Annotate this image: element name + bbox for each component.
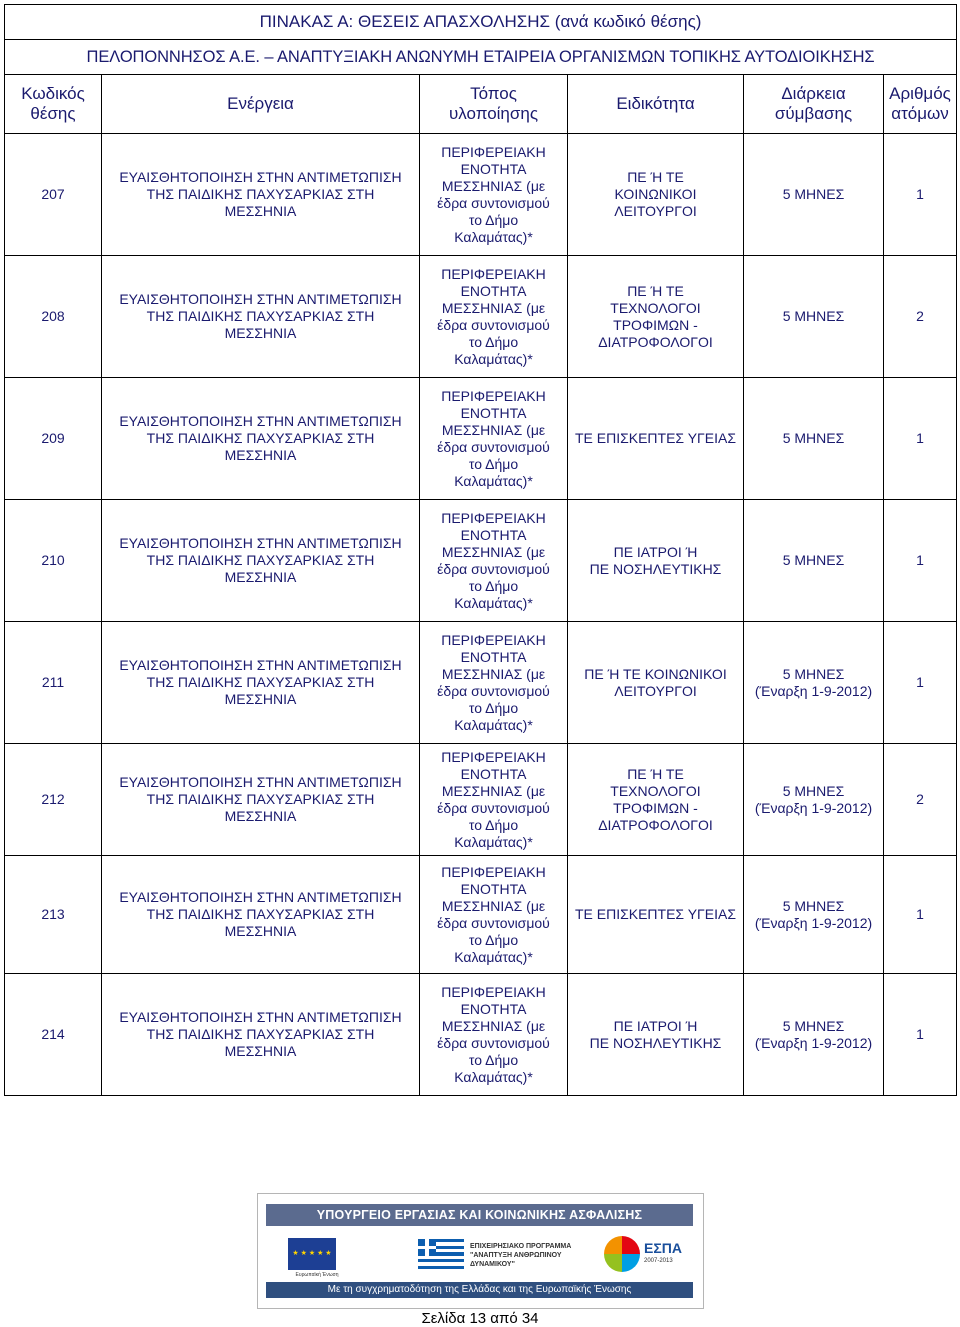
persons-count: 1 [884, 974, 957, 1096]
location-line: έδρα συντονισμού [437, 438, 550, 455]
document-page [4, 4, 956, 1096]
position-code: 209 [5, 378, 102, 500]
action-line: ΜΕΣΣΗΝΙΑ [224, 808, 297, 824]
specialty-cell [568, 500, 744, 622]
location-cell [420, 856, 568, 974]
location-line: ΕΝΟΤΗΤΑ [460, 404, 527, 421]
action-line: ΕΥΑΙΣΘΗΤΟΠΟΙΗΣΗ ΣΤΗΝ ΑΝΤΙΜΕΤΩΠΙΣΗ [119, 169, 402, 185]
duration-line: 5 ΜΗΝΕΣ [782, 308, 845, 324]
action-line: ΤΗΣ ΠΑΙΔΙΚΗΣ ΠΑΧΥΣΑΡΚΙΑΣ ΣΤΗ [146, 1026, 375, 1042]
location-line: έδρα συντονισμού [437, 560, 550, 577]
position-code: 214 [5, 974, 102, 1096]
action-cell [102, 500, 420, 622]
program-label: ΕΠΙΧΕΙΡΗΣΙΑΚΟ ΠΡΟΓΡΑΜΜΑ "ΑΝΑΠΤΥΞΗ ΑΝΘΡΩΠΙΝΟΥ ΔΥΝΑΜΙΚΟΥ" [470, 1243, 572, 1268]
location-line: ΠΕΡΙΦΕΡΕΙΑΚΗ [441, 143, 546, 160]
specialty-line: ΔΙΑΤΡΟΦΟΛΟΓΟΙ [598, 333, 713, 350]
action-line: ΤΗΣ ΠΑΙΔΙΚΗΣ ΠΑΧΥΣΑΡΚΙΑΣ ΣΤΗ [146, 791, 375, 807]
table-row [5, 856, 957, 974]
position-code: 212 [5, 744, 102, 856]
cofunding-text: Με τη συγχρηματοδότηση της Ελλάδας και της Ευρωπαϊκής Ένωσης [266, 1282, 693, 1298]
col-header-code [5, 75, 102, 134]
persons-count: 2 [884, 256, 957, 378]
action-line: ΕΥΑΙΣΘΗΤΟΠΟΙΗΣΗ ΣΤΗΝ ΑΝΤΙΜΕΤΩΠΙΣΗ [119, 291, 402, 307]
specialty-line: ΠΕ ΙΑΤΡΟΙ Ή [613, 543, 698, 560]
location-line: ΕΝΟΤΗΤΑ [460, 880, 527, 897]
action-cell [102, 856, 420, 974]
table-title: ΠΙΝΑΚΑΣ Α: ΘΕΣΕΙΣ ΑΠΑΣΧΟΛΗΣΗΣ (ανά κωδικό θέσης) [5, 5, 957, 40]
location-line: ΕΝΟΤΗΤΑ [460, 648, 527, 665]
duration-cell [744, 378, 884, 500]
greek-flag-icon [418, 1239, 464, 1269]
table-row [5, 378, 957, 500]
location-line: ΜΕΣΣΗΝΙΑΣ (με [441, 177, 546, 194]
organization-name: ΠΕΛΟΠΟΝΝΗΣΟΣ Α.Ε. – ΑΝΑΠΤΥΞΙΑΚΗ ΑΝΩΝΥΜΗ ΕΤΑΙΡΕΙΑ ΟΡΓΑΝΙΣΜΩΝ ΤΟΠΙΚΗΣ ΑΥΤΟΔΙΟΙΚΗΣΗΣ [5, 40, 957, 75]
action-cell [102, 134, 420, 256]
duration-cell [744, 622, 884, 744]
location-line: ΕΝΟΤΗΤΑ [460, 282, 527, 299]
specialty-line: ΤΕΧΝΟΛΟΓΟΙ [610, 299, 701, 316]
location-line: ΕΝΟΤΗΤΑ [460, 765, 527, 782]
action-line: ΤΗΣ ΠΑΙΔΙΚΗΣ ΠΑΧΥΣΑΡΚΙΑΣ ΣΤΗ [146, 186, 375, 202]
specialty-line: ΚΟΙΝΩΝΙΚΟΙ [614, 186, 697, 202]
location-cell [420, 500, 568, 622]
location-cell [420, 256, 568, 378]
location-line: το Δήμο [468, 455, 519, 472]
location-cell [420, 744, 568, 856]
location-line: το Δήμο [468, 211, 519, 228]
location-line: το Δήμο [468, 816, 519, 833]
specialty-line: ΠΕ ΝΟΣΗΛΕΥΤΙΚΗΣ [589, 560, 722, 577]
action-line: ΕΥΑΙΣΘΗΤΟΠΟΙΗΣΗ ΣΤΗΝ ΑΝΤΙΜΕΤΩΠΙΣΗ [119, 774, 402, 790]
location-line: το Δήμο [468, 1051, 519, 1068]
action-line: ΤΗΣ ΠΑΙΔΙΚΗΣ ΠΑΧΥΣΑΡΚΙΑΣ ΣΤΗ [146, 308, 375, 324]
duration-line: 5 ΜΗΝΕΣ [782, 782, 845, 799]
location-cell [420, 378, 568, 500]
specialty-line: ΠΕ ΝΟΣΗΛΕΥΤΙΚΗΣ [589, 1034, 722, 1051]
action-line: ΕΥΑΙΣΘΗΤΟΠΟΙΗΣΗ ΣΤΗΝ ΑΝΤΙΜΕΤΩΠΙΣΗ [119, 889, 402, 905]
espa-years: 2007-2013 [644, 1258, 673, 1264]
action-line: ΕΥΑΙΣΘΗΤΟΠΟΙΗΣΗ ΣΤΗΝ ΑΝΤΙΜΕΤΩΠΙΣΗ [119, 657, 402, 673]
location-line: ΜΕΣΣΗΝΙΑΣ (με [441, 665, 546, 682]
duration-cell [744, 134, 884, 256]
specialty-cell [568, 974, 744, 1096]
position-code: 210 [5, 500, 102, 622]
specialty-line: ΤΕ ΕΠΙΣΚΕΠΤΕΣ ΥΓΕΙΑΣ [574, 430, 736, 446]
action-line: ΜΕΣΣΗΝΙΑ [224, 203, 297, 219]
specialty-line: ΛΕΙΤΟΥΡΓΟΙ [614, 203, 697, 219]
location-line: Καλαμάτας)* [454, 833, 533, 850]
specialty-line: ΛΕΙΤΟΥΡΓΟΙ [614, 682, 697, 699]
action-line: ΤΗΣ ΠΑΙΔΙΚΗΣ ΠΑΧΥΣΑΡΚΙΑΣ ΣΤΗ [146, 552, 375, 568]
action-line: ΕΥΑΙΣΘΗΤΟΠΟΙΗΣΗ ΣΤΗΝ ΑΝΤΙΜΕΤΩΠΙΣΗ [119, 1009, 402, 1025]
specialty-line: ΠΕ Ή ΤΕ ΚΟΙΝΩΝΙΚΟΙ [584, 665, 727, 682]
specialty-cell [568, 378, 744, 500]
position-code: 207 [5, 134, 102, 256]
duration-cell [744, 856, 884, 974]
eu-flag-icon [288, 1238, 336, 1270]
action-line: ΜΕΣΣΗΝΙΑ [224, 923, 297, 939]
table-row [5, 256, 957, 378]
table-row [5, 500, 957, 622]
col-header-location-line: Τόπος [470, 84, 517, 103]
duration-line: (Έναρξη 1-9-2012) [754, 1034, 873, 1051]
cofunding-logo-strip [257, 1193, 704, 1309]
duration-line: 5 ΜΗΝΕΣ [782, 430, 845, 446]
ministry-banner: ΥΠΟΥΡΓΕΙΟ ΕΡΓΑΣΙΑΣ ΚΑΙ ΚΟΙΝΩΝΙΚΗΣ ΑΣΦΑΛΙΣΗΣ [266, 1204, 693, 1226]
col-header-location-line: υλοποίησης [448, 104, 539, 123]
action-line: ΤΗΣ ΠΑΙΔΙΚΗΣ ΠΑΧΥΣΑΡΚΙΑΣ ΣΤΗ [146, 906, 375, 922]
location-line: ΠΕΡΙΦΕΡΕΙΑΚΗ [441, 509, 546, 526]
espa-label: ΕΣΠΑ [644, 1240, 682, 1256]
location-line: ΠΕΡΙΦΕΡΕΙΑΚΗ [441, 748, 546, 765]
location-line: ΠΕΡΙΦΕΡΕΙΑΚΗ [441, 631, 546, 648]
specialty-cell [568, 622, 744, 744]
location-line: ΜΕΣΣΗΝΙΑΣ (με [441, 299, 546, 316]
espa-circle-icon [604, 1236, 640, 1272]
action-cell [102, 974, 420, 1096]
location-line: Καλαμάτας)* [454, 228, 533, 245]
col-header-code-line: θέσης [30, 104, 76, 123]
action-line: ΕΥΑΙΣΘΗΤΟΠΟΙΗΣΗ ΣΤΗΝ ΑΝΤΙΜΕΤΩΠΙΣΗ [119, 535, 402, 551]
positions-table [4, 4, 957, 1096]
duration-cell [744, 500, 884, 622]
location-cell [420, 622, 568, 744]
location-line: έδρα συντονισμού [437, 914, 550, 931]
persons-count: 1 [884, 622, 957, 744]
specialty-line: ΠΕ Ή ΤΕ [627, 765, 684, 782]
espa-logo [602, 1234, 682, 1274]
location-line: ΜΕΣΣΗΝΙΑΣ (με [441, 897, 546, 914]
action-line: ΕΥΑΙΣΘΗΤΟΠΟΙΗΣΗ ΣΤΗΝ ΑΝΤΙΜΕΤΩΠΙΣΗ [119, 413, 402, 429]
action-line: ΜΕΣΣΗΝΙΑ [224, 569, 297, 585]
specialty-line: ΠΕ Ή ΤΕ [627, 282, 684, 299]
location-line: έδρα συντονισμού [437, 799, 550, 816]
location-line: το Δήμο [468, 699, 519, 716]
duration-line: 5 ΜΗΝΕΣ [782, 186, 845, 202]
duration-line: 5 ΜΗΝΕΣ [782, 665, 845, 682]
location-cell [420, 974, 568, 1096]
col-header-persons [884, 75, 957, 134]
specialty-line: ΤΡΟΦΙΜΩΝ - [613, 799, 698, 816]
location-line: ΕΝΟΤΗΤΑ [460, 526, 527, 543]
location-line: ΠΕΡΙΦΕΡΕΙΑΚΗ [441, 983, 546, 1000]
duration-cell [744, 256, 884, 378]
duration-cell [744, 974, 884, 1096]
action-line: ΤΗΣ ΠΑΙΔΙΚΗΣ ΠΑΧΥΣΑΡΚΙΑΣ ΣΤΗ [146, 674, 375, 690]
location-line: το Δήμο [468, 577, 519, 594]
duration-line: (Έναρξη 1-9-2012) [754, 799, 873, 816]
location-line: ΠΕΡΙΦΕΡΕΙΑΚΗ [441, 863, 546, 880]
specialty-line: ΤΕΧΝΟΛΟΓΟΙ [610, 782, 701, 799]
location-line: έδρα συντονισμού [437, 316, 550, 333]
action-line: ΜΕΣΣΗΝΙΑ [224, 1043, 297, 1059]
persons-count: 2 [884, 744, 957, 856]
action-cell [102, 378, 420, 500]
location-line: το Δήμο [468, 333, 519, 350]
persons-count: 1 [884, 856, 957, 974]
location-line: ΜΕΣΣΗΝΙΑΣ (με [441, 421, 546, 438]
location-line: το Δήμο [468, 931, 519, 948]
location-line: Καλαμάτας)* [454, 716, 533, 733]
action-cell [102, 256, 420, 378]
duration-line: 5 ΜΗΝΕΣ [782, 897, 845, 914]
position-code: 211 [5, 622, 102, 744]
col-header-persons-line: ατόμων [891, 104, 949, 123]
specialty-cell [568, 256, 744, 378]
duration-line: (Έναρξη 1-9-2012) [754, 682, 873, 699]
col-header-duration-line: Διάρκεια [781, 84, 846, 103]
action-cell [102, 622, 420, 744]
duration-line: 5 ΜΗΝΕΣ [782, 1017, 845, 1034]
specialty-line: ΔΙΑΤΡΟΦΟΛΟΓΟΙ [598, 816, 713, 833]
location-line: ΠΕΡΙΦΕΡΕΙΑΚΗ [441, 265, 546, 282]
specialty-cell [568, 744, 744, 856]
action-line: ΤΗΣ ΠΑΙΔΙΚΗΣ ΠΑΧΥΣΑΡΚΙΑΣ ΣΤΗ [146, 430, 375, 446]
position-code: 213 [5, 856, 102, 974]
duration-line: (Έναρξη 1-9-2012) [754, 914, 873, 931]
action-line: ΜΕΣΣΗΝΙΑ [224, 447, 297, 463]
duration-cell [744, 744, 884, 856]
table-row [5, 134, 957, 256]
location-line: έδρα συντονισμού [437, 194, 550, 211]
specialty-line: ΠΕ Ή ΤΕ [627, 169, 684, 185]
location-line: Καλαμάτας)* [454, 594, 533, 611]
col-header-duration-line: σύμβασης [774, 104, 853, 123]
location-line: ΠΕΡΙΦΕΡΕΙΑΚΗ [441, 387, 546, 404]
persons-count: 1 [884, 500, 957, 622]
col-header-action: Ενέργεια [102, 75, 420, 134]
persons-count: 1 [884, 378, 957, 500]
specialty-line: ΤΡΟΦΙΜΩΝ - [613, 316, 698, 333]
duration-line: 5 ΜΗΝΕΣ [782, 552, 845, 568]
eu-stars-icon: ★ ★ ★ ★ ★ [292, 1250, 332, 1257]
location-line: Καλαμάτας)* [454, 472, 533, 489]
action-line: ΜΕΣΣΗΝΙΑ [224, 325, 297, 341]
location-line: ΜΕΣΣΗΝΙΑΣ (με [441, 1017, 546, 1034]
location-line: έδρα συντονισμού [437, 1034, 550, 1051]
location-line: Καλαμάτας)* [454, 948, 533, 965]
location-line: ΜΕΣΣΗΝΙΑΣ (με [441, 543, 546, 560]
specialty-line: ΤΕ ΕΠΙΣΚΕΠΤΕΣ ΥΓΕΙΑΣ [574, 906, 736, 922]
eu-label: Ευρωπαϊκή Ένωση [295, 1272, 339, 1278]
table-row [5, 744, 957, 856]
action-line: ΜΕΣΣΗΝΙΑ [224, 691, 297, 707]
table-row [5, 974, 957, 1096]
position-code: 208 [5, 256, 102, 378]
location-cell [420, 134, 568, 256]
specialty-cell [568, 134, 744, 256]
location-line: Καλαμάτας)* [454, 1068, 533, 1085]
persons-count: 1 [884, 134, 957, 256]
col-header-duration [744, 75, 884, 134]
col-header-specialty: Ειδικότητα [568, 75, 744, 134]
location-line: ΜΕΣΣΗΝΙΑΣ (με [441, 782, 546, 799]
location-line: έδρα συντονισμού [437, 682, 550, 699]
specialty-line: ΠΕ ΙΑΤΡΟΙ Ή [613, 1017, 698, 1034]
col-header-code-line: Κωδικός [21, 84, 85, 103]
action-cell [102, 744, 420, 856]
col-header-location [420, 75, 568, 134]
page-number: Σελίδα 13 από 34 [421, 1310, 539, 1327]
location-line: ΕΝΟΤΗΤΑ [460, 160, 527, 177]
location-line: ΕΝΟΤΗΤΑ [460, 1000, 527, 1017]
table-row [5, 622, 957, 744]
specialty-cell [568, 856, 744, 974]
location-line: Καλαμάτας)* [454, 350, 533, 367]
col-header-persons-line: Αριθμός [889, 84, 951, 103]
